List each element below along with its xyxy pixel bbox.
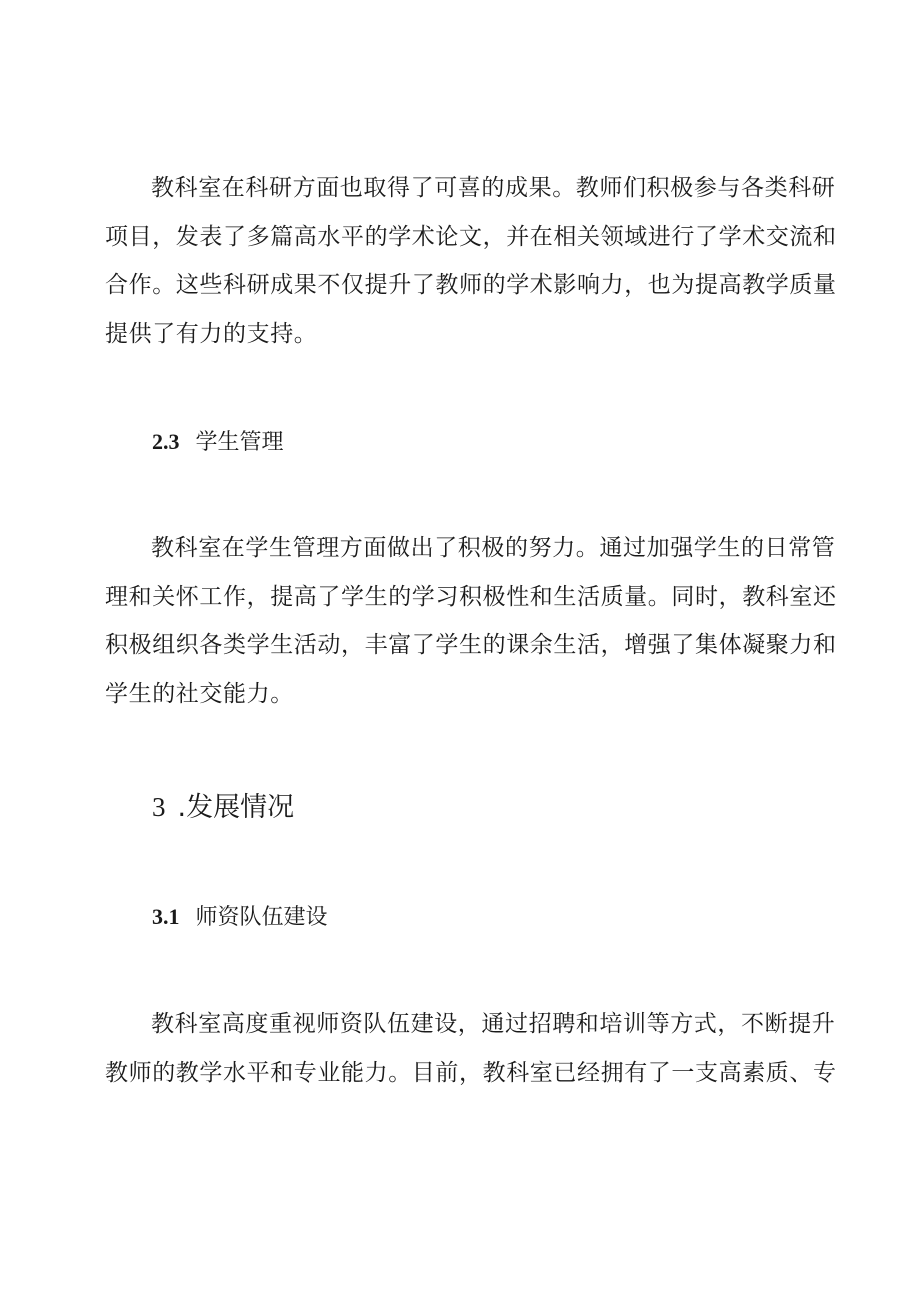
paragraph-line: 学生的社交能力。	[105, 680, 294, 707]
paragraph-line: 教科室在科研方面也取得了可喜的成果。教师们积极参与各类科研	[151, 175, 836, 201]
paragraph-line: 教师的教学水平和专业能力。目前，教科室已经拥有了一支高素质、专	[105, 1059, 837, 1086]
paragraph-line: 教科室在学生管理方面做出了积极的努力。通过加强学生的日常管	[151, 535, 836, 561]
section-number: 3	[152, 792, 166, 822]
section-title: .发展情况	[177, 792, 295, 823]
paragraph-faculty-building	[105, 1000, 837, 1097]
paragraph-line: 项目，发表了多篇高水平的学术论文，并在相关领域进行了学术交流和	[105, 223, 837, 250]
paragraph-line: 提供了有力的支持。	[105, 320, 318, 347]
section-heading-3-1	[152, 900, 328, 931]
paragraph-line: 教科室高度重视师资队伍建设，通过招聘和培训等方式，不断提升	[151, 1011, 836, 1037]
section-heading-2-3	[152, 425, 284, 456]
paragraph-line: 合作。这些科研成果不仅提升了教师的学术影响力，也为提高教学质量	[105, 272, 837, 298]
paragraph-student-management	[105, 524, 837, 718]
paragraph-line: 积极组织各类学生活动，丰富了学生的课余生活，增强了集体凝聚力和	[105, 632, 837, 658]
section-number: 2.3	[152, 429, 180, 454]
section-heading-3	[152, 785, 294, 824]
section-number: 3.1	[152, 904, 180, 929]
section-title: 学生管理	[195, 430, 284, 455]
paragraph-research-achievements	[105, 164, 837, 358]
section-title: 师资队伍建设	[195, 905, 328, 930]
paragraph-line: 理和关怀工作，提高了学生的学习积极性和生活质量。同时，教科室还	[105, 583, 837, 610]
